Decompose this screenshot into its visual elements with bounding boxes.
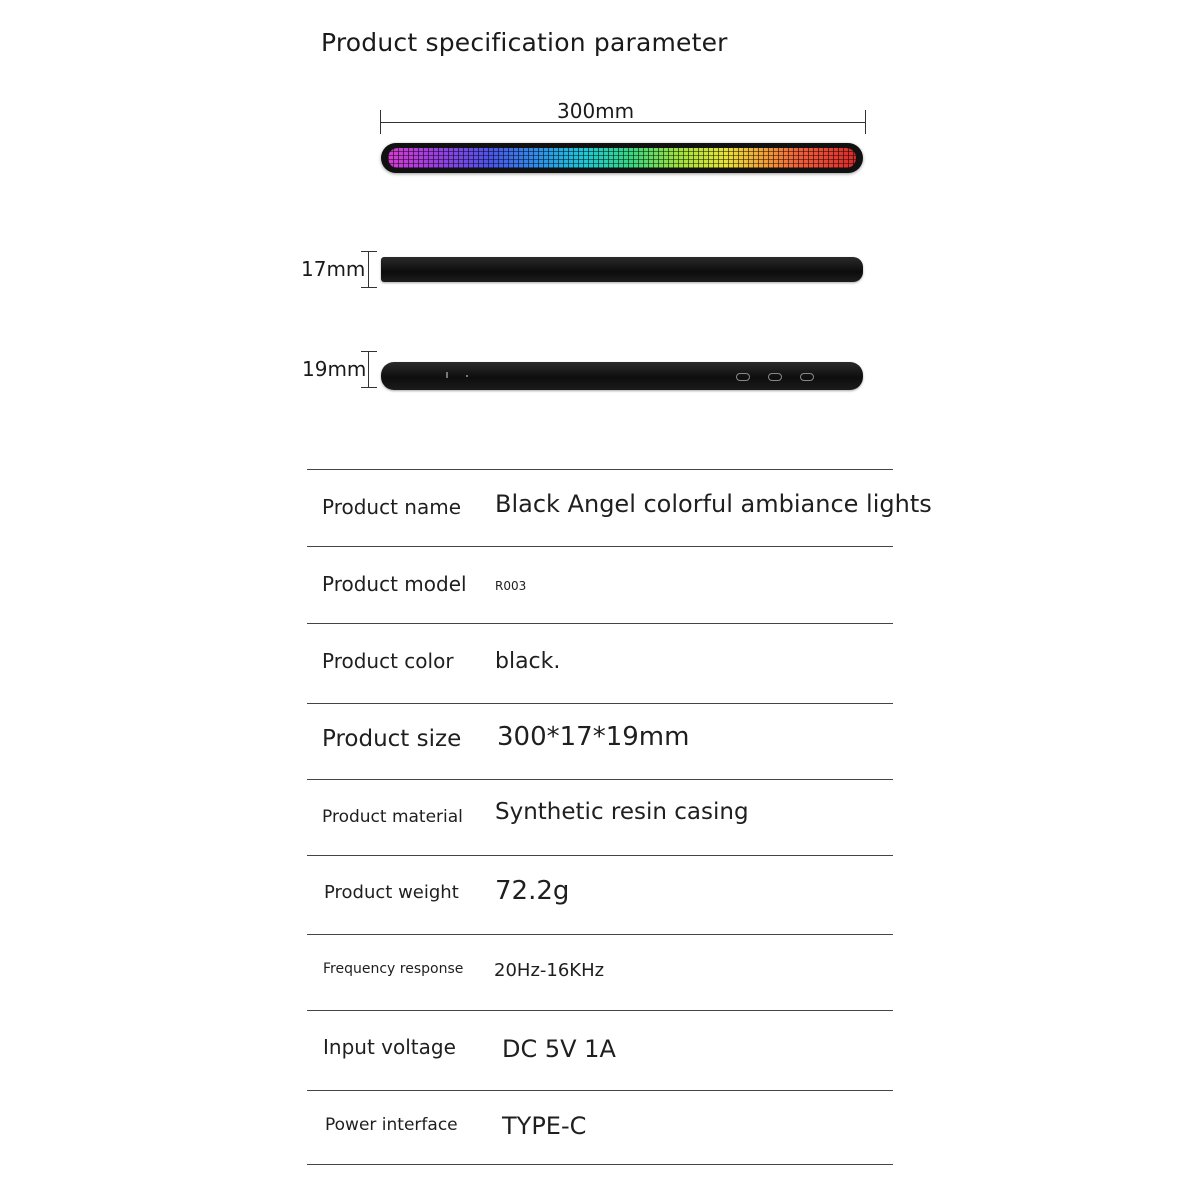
spec-key: Product model (322, 572, 467, 596)
usb-port-icon (446, 372, 448, 378)
spec-row (307, 779, 893, 856)
dimension-tick-bottom (361, 387, 377, 388)
dimension-tick-top (361, 251, 377, 252)
spec-row (307, 1090, 893, 1165)
light-bar-bottom-view (381, 362, 863, 390)
dimension-tick-bottom (361, 287, 377, 288)
dimension-line (368, 351, 369, 388)
spec-row (307, 934, 893, 1011)
table-bottom-border (307, 1164, 893, 1165)
rgb-led-grid (388, 148, 856, 168)
spec-row (307, 623, 893, 704)
spec-value: 20Hz-16KHz (494, 960, 605, 981)
spec-key: Product material (322, 807, 463, 827)
height-label: 17mm (301, 257, 366, 281)
spec-value: R003 (495, 579, 527, 593)
spec-value: Synthetic resin casing (495, 799, 749, 825)
page-title: Product specification parameter (321, 28, 728, 57)
button-icon (736, 373, 750, 381)
spec-value: 300*17*19mm (497, 722, 690, 752)
spec-value: Black Angel colorful ambiance lights (495, 490, 932, 518)
spec-key: Product color (322, 649, 454, 673)
spec-value: TYPE-C (502, 1112, 587, 1140)
light-bar-side-view (381, 257, 863, 282)
spec-row (307, 855, 893, 935)
mic-hole-icon (466, 375, 468, 377)
spec-key: Product name (322, 495, 462, 519)
spec-value: DC 5V 1A (502, 1035, 616, 1063)
spec-row (307, 1010, 893, 1091)
button-icon (768, 373, 782, 381)
spec-key: Input voltage (323, 1035, 456, 1059)
length-label: 300mm (557, 99, 635, 123)
spec-row (307, 546, 893, 624)
light-bar-front-view (381, 143, 863, 173)
spec-row (307, 469, 932, 547)
spec-key: Power interface (325, 1115, 458, 1135)
spec-value: black. (495, 649, 561, 674)
depth-label: 19mm (302, 357, 367, 381)
spec-row (307, 703, 893, 780)
spec-value: 72.2g (495, 876, 570, 906)
spec-key: Product weight (324, 882, 459, 903)
button-icon (800, 373, 814, 381)
dimension-tick-top (361, 351, 377, 352)
spec-key: Frequency response (323, 961, 464, 977)
dimension-line (368, 251, 369, 288)
spec-key: Product size (322, 726, 462, 752)
